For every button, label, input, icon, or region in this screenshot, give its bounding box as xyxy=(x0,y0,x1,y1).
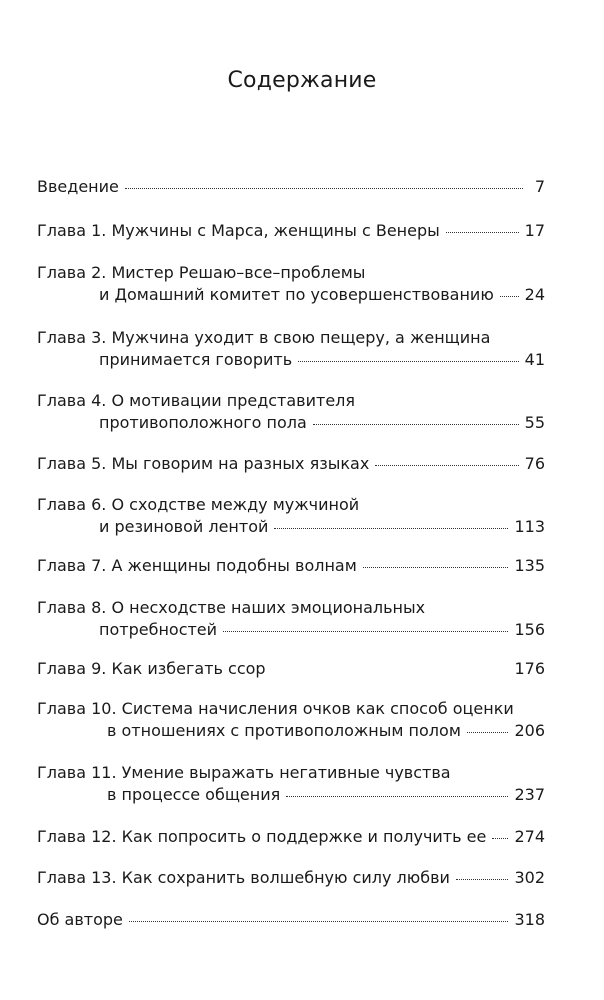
entry-title-continuation: принимается говорить xyxy=(99,350,293,369)
entry-label: Введение xyxy=(37,177,119,196)
dot-leader xyxy=(375,465,518,466)
toc-entry-intro[interactable] xyxy=(37,176,545,198)
entry-title-continuation: потребностей xyxy=(99,620,218,639)
entry-label: Глава 5. Мы говорим на разных языках xyxy=(37,454,370,473)
toc-entry-chapter-3[interactable] xyxy=(37,327,545,371)
entry-label: Глава 13. Как сохранить волшебную силу любви xyxy=(37,868,450,887)
entry-title: Мужчина уходит в свою пещеру, а женщина xyxy=(111,328,491,347)
toc-entry-chapter-6[interactable] xyxy=(37,494,545,538)
page-number: 55 xyxy=(524,413,545,432)
dot-leader xyxy=(313,424,519,425)
entry-label: Глава 9. Как избегать ссор xyxy=(37,659,266,678)
toc-entry-chapter-10[interactable] xyxy=(37,698,545,742)
dot-leader xyxy=(129,921,509,922)
dot-leader xyxy=(456,879,509,880)
entry-title: О сходстве между мужчиной xyxy=(111,495,360,514)
entry-label: Глава 8. О несходстве наших эмоциональных xyxy=(37,598,426,617)
dot-leader xyxy=(492,838,508,839)
page-number: 17 xyxy=(524,221,545,240)
entry-label: Глава 2. Мистер Решаю–все–проблемы xyxy=(37,263,366,282)
entry-title: А женщины подобны волнам xyxy=(111,556,357,575)
entry-title: Мистер Решаю–все–проблемы xyxy=(111,263,366,282)
page-number: 7 xyxy=(534,177,545,196)
entry-label: Глава 11. Умение выражать негативные чувства xyxy=(37,763,451,782)
dot-leader xyxy=(286,796,508,797)
page-number: 274 xyxy=(514,827,545,846)
entry-label: Глава 4. О мотивации представителя xyxy=(37,391,356,410)
page-number: 41 xyxy=(524,350,545,369)
page-number: 135 xyxy=(514,556,545,575)
page-number: 24 xyxy=(524,285,545,304)
entry-title: О несходстве наших эмоциональных xyxy=(111,598,426,617)
page-number: 156 xyxy=(514,620,545,639)
entry-title: О мотивации представителя xyxy=(111,391,356,410)
entry-title: Как попросить о поддержке и получить ее xyxy=(121,827,487,846)
toc-entry-about-author[interactable] xyxy=(37,909,545,931)
page-number: 176 xyxy=(514,659,545,678)
toc-entry-chapter-4[interactable] xyxy=(37,390,545,434)
dot-leader xyxy=(363,567,509,568)
entry-label: Глава 6. О сходстве между мужчиной xyxy=(37,495,360,514)
toc-entry-chapter-2[interactable] xyxy=(37,262,545,306)
entry-label: Глава 3. Мужчина уходит в свою пещеру, а женщина xyxy=(37,328,491,347)
entry-label: Глава 12. Как попросить о поддержке и получить ее xyxy=(37,827,487,846)
entry-label: Глава 7. А женщины подобны волнам xyxy=(37,556,357,575)
dot-leader xyxy=(446,232,519,233)
page-number: 76 xyxy=(524,454,545,473)
entry-title-continuation: в процессе общения xyxy=(107,785,281,804)
entry-title: Мы говорим на разных языках xyxy=(111,454,370,473)
entry-label: Об авторе xyxy=(37,910,123,929)
entry-title: Мужчины с Марса, женщины с Венеры xyxy=(111,221,440,240)
entry-title: Как сохранить волшебную силу любви xyxy=(121,868,450,887)
page-number: 113 xyxy=(514,517,545,536)
dot-leader xyxy=(274,528,508,529)
dot-leader xyxy=(272,670,509,671)
page-number: 302 xyxy=(514,868,545,887)
page-number: 237 xyxy=(514,785,545,804)
entry-label: Глава 10. Система начисления очков как способ оценки xyxy=(37,699,514,718)
toc-entry-chapter-13[interactable] xyxy=(37,867,545,889)
dot-leader xyxy=(125,188,523,189)
entry-title-continuation: противоположного пола xyxy=(99,413,307,432)
toc-entry-chapter-7[interactable] xyxy=(37,555,545,577)
dot-leader xyxy=(298,361,519,362)
entry-title: Умение выражать негативные чувства xyxy=(121,763,451,782)
toc-entry-chapter-11[interactable] xyxy=(37,762,545,806)
page-title: Содержание xyxy=(227,68,377,93)
toc-entry-chapter-8[interactable] xyxy=(37,597,545,641)
entry-title-continuation: и Домашний комитет по усовершенствованию xyxy=(99,285,494,304)
entry-label: Глава 1. Мужчины с Марса, женщины с Венеры xyxy=(37,221,440,240)
page-number: 206 xyxy=(514,721,545,740)
entry-title: Система начисления очков как способ оценки xyxy=(121,699,514,718)
page-number: 318 xyxy=(514,910,545,929)
entry-title-continuation: в отношениях с противоположным полом xyxy=(107,721,461,740)
dot-leader xyxy=(467,732,509,733)
toc-entry-chapter-12[interactable] xyxy=(37,826,545,848)
entry-title-continuation: и резиновой лентой xyxy=(99,517,269,536)
toc-entry-chapter-1[interactable] xyxy=(37,220,545,242)
entry-title: Как избегать ссор xyxy=(111,659,266,678)
toc-entry-chapter-9[interactable] xyxy=(37,658,545,680)
dot-leader xyxy=(223,631,508,632)
toc-entry-chapter-5[interactable] xyxy=(37,453,545,475)
dot-leader xyxy=(500,296,519,297)
